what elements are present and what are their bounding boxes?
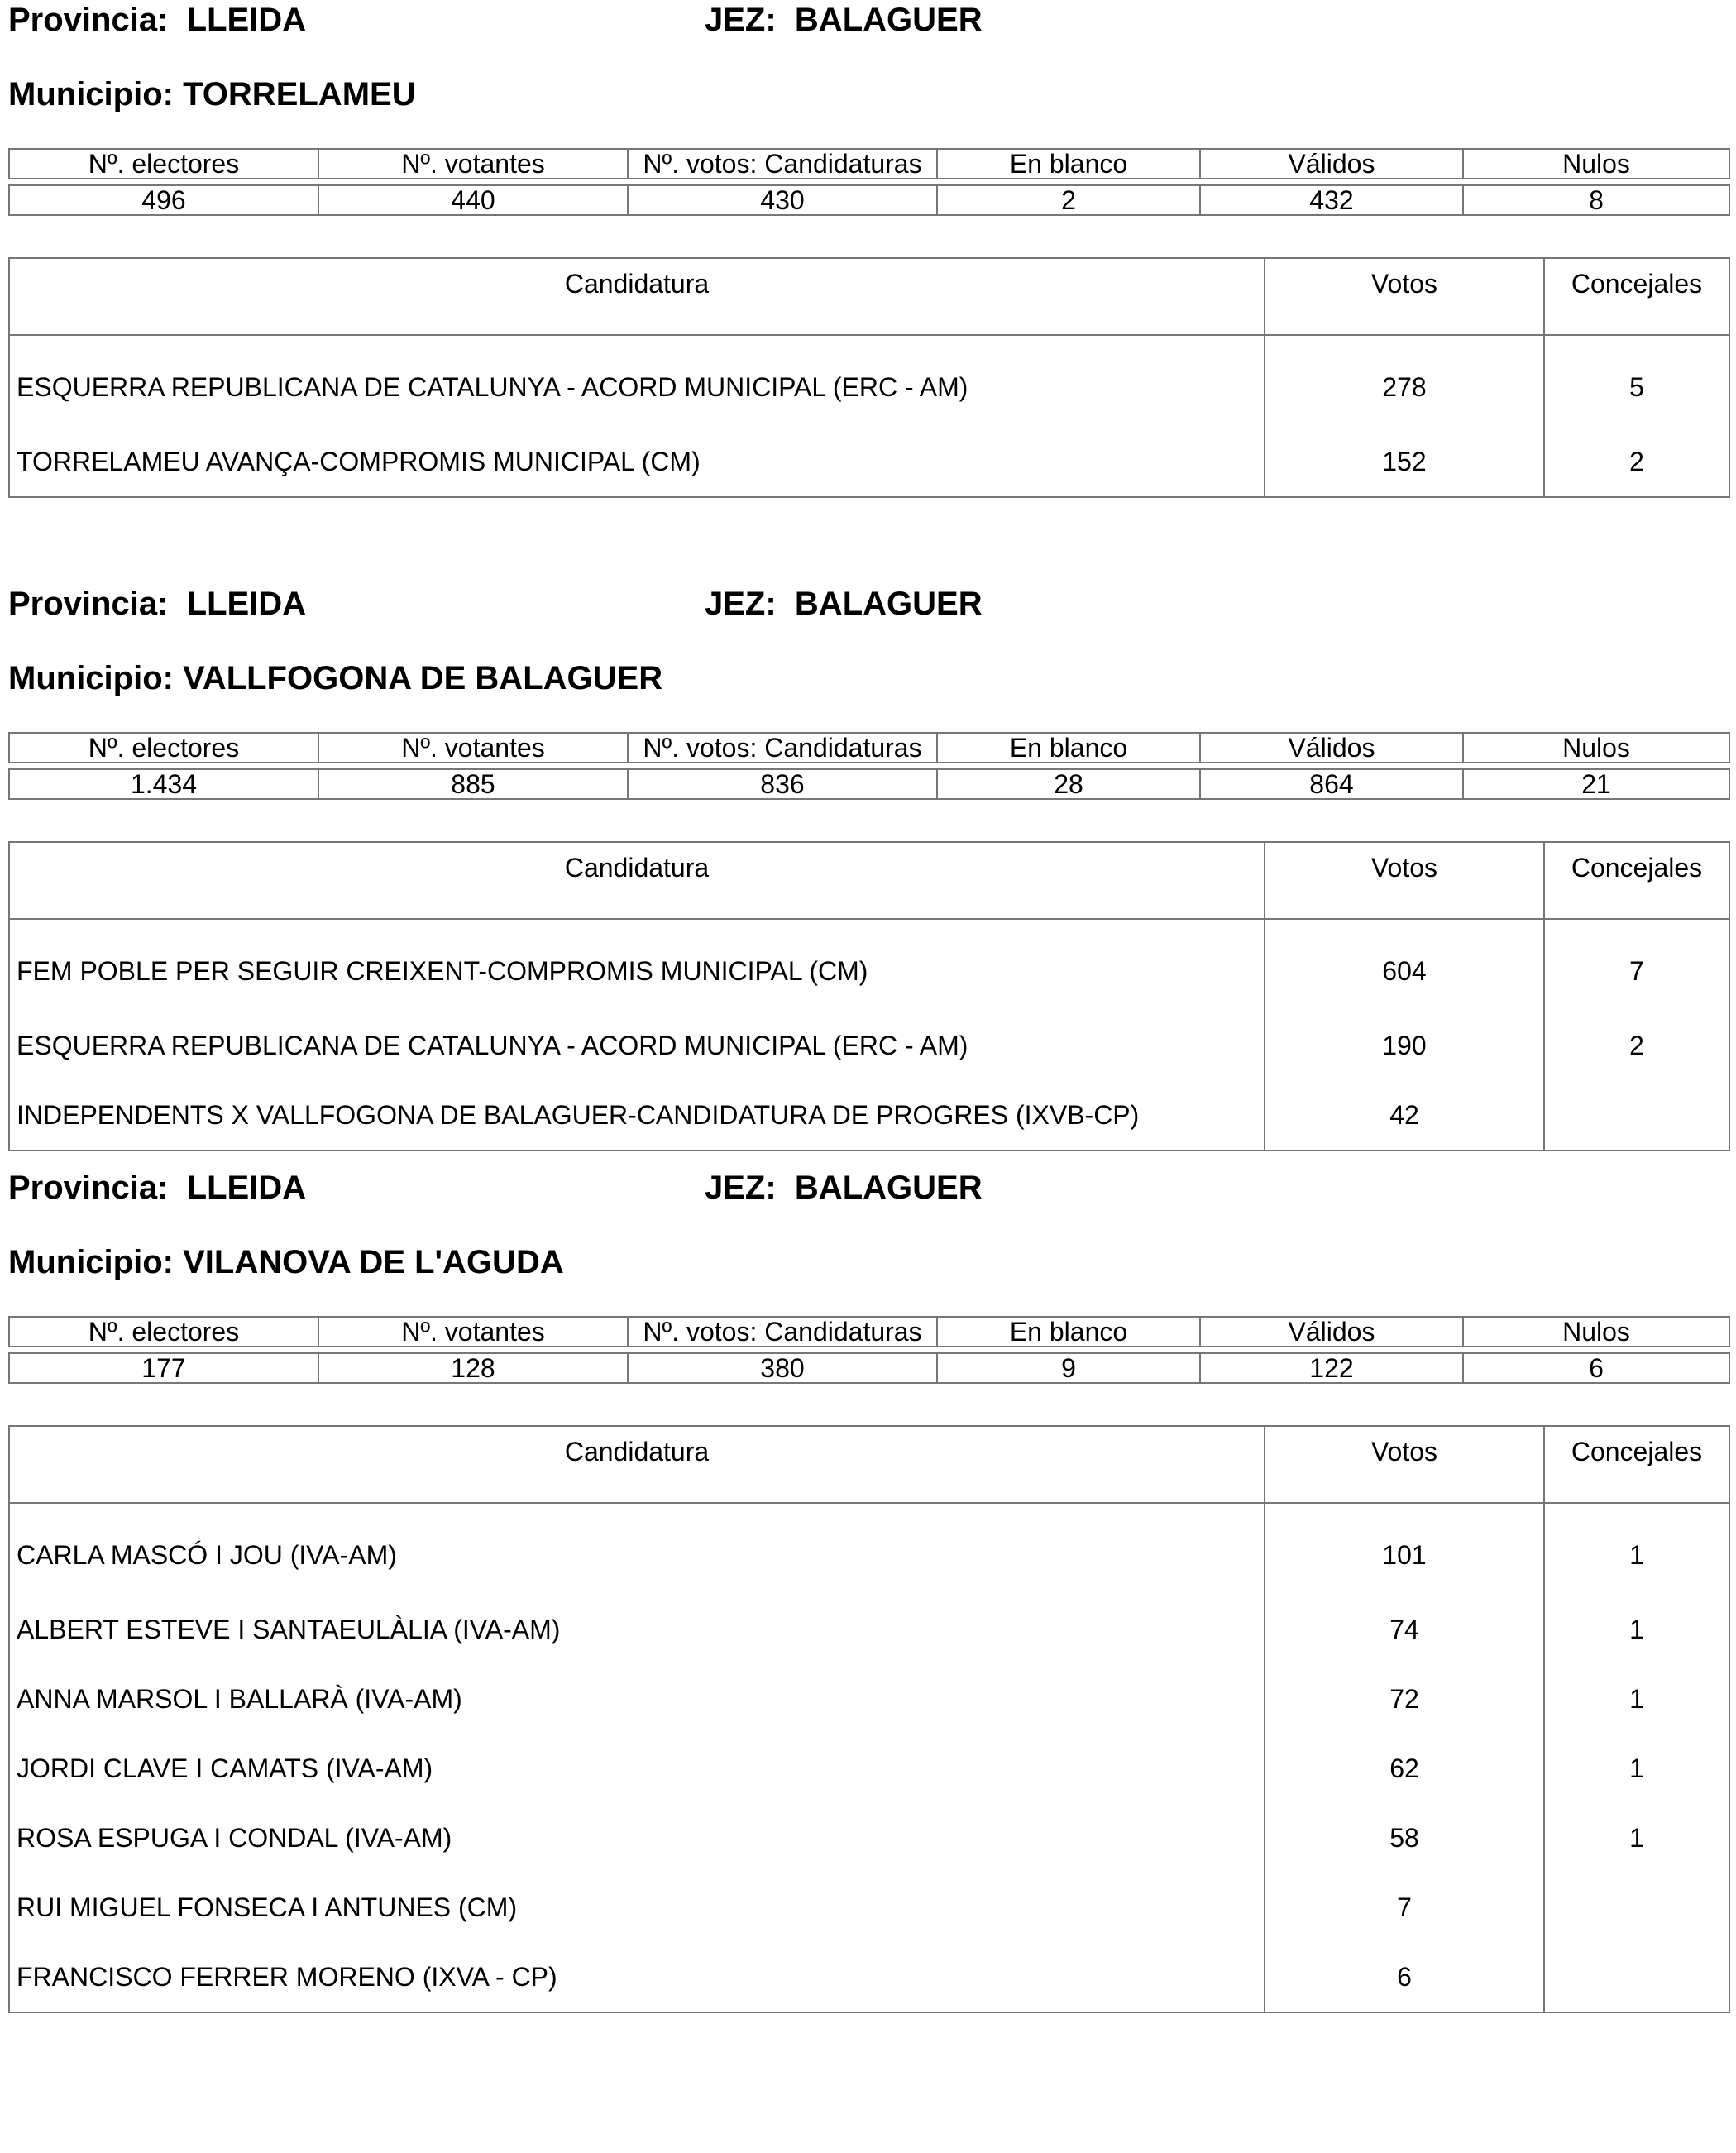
candidatura-name: TORRELAMEU AVANÇA-COMPROMIS MUNICIPAL (CM): [9, 427, 1265, 497]
summary-value-cell: 885: [318, 769, 628, 799]
summary-value-cell: 122: [1200, 1353, 1463, 1383]
votos-value: 42: [1265, 1080, 1544, 1151]
summary-table: [8, 732, 1730, 800]
candidatura-name: ESQUERRA REPUBLICANA DE CATALUNYA - ACORD MUNICIPAL (ERC - AM): [9, 335, 1265, 427]
results-table: [8, 1425, 1730, 2013]
table-row: [9, 427, 1729, 497]
summary-value-cell: 128: [318, 1353, 628, 1383]
summary-value-cell: 6: [1463, 1353, 1729, 1383]
results-header-row: [9, 258, 1729, 335]
votos-value: 6: [1265, 1942, 1544, 2012]
table-row: [9, 1503, 1729, 1595]
results-header-cell: Votos: [1265, 258, 1544, 335]
summary-value-cell: 496: [9, 185, 318, 215]
table-row: [9, 1664, 1729, 1734]
municipality-title: Municipio: TORRELAMEU: [8, 76, 416, 112]
summary-header-cell: Nº. votos: Candidaturas: [628, 733, 937, 763]
concejales-value: 2: [1629, 1030, 1644, 1060]
table-row: [9, 1803, 1729, 1873]
concejales-value: 1: [1629, 1822, 1644, 1853]
municipality-section: [8, 584, 1729, 1151]
votos-value: 152: [1265, 427, 1544, 497]
summary-header-cell: Nº. votos: Candidaturas: [628, 1317, 937, 1347]
results-table: [8, 257, 1730, 498]
summary-header-cell: Nº. votantes: [318, 1317, 628, 1347]
province-header: [8, 584, 1729, 625]
results-table: [8, 841, 1730, 1151]
table-row: [9, 919, 1729, 1011]
candidatura-name: ANNA MARSOL I BALLARÀ (IVA-AM): [9, 1664, 1265, 1734]
concejales-value: 1: [1629, 1614, 1644, 1644]
summary-header-cell: Válidos: [1200, 1317, 1463, 1347]
summary-value-cell: 8: [1463, 185, 1729, 215]
votos-value: 101: [1265, 1503, 1544, 1595]
municipality-title: Municipio: VILANOVA DE L'AGUDA: [8, 1244, 564, 1280]
summary-header-cell: En blanco: [937, 149, 1200, 179]
summary-table: [8, 148, 1730, 216]
table-row: [9, 1080, 1729, 1151]
concejales-value: 1: [1629, 1539, 1644, 1570]
summary-header-cell: Nº. electores: [9, 1317, 318, 1347]
summary-value-cell: 430: [628, 185, 937, 215]
concejales-value: 1: [1629, 1683, 1644, 1714]
summary-header-cell: En blanco: [937, 733, 1200, 763]
candidatura-name: ALBERT ESTEVE I SANTAEULÀLIA (IVA-AM): [9, 1595, 1265, 1664]
results-header-cell: Votos: [1265, 1426, 1544, 1503]
summary-header-cell: Nulos: [1463, 1317, 1729, 1347]
summary-value-row: [9, 185, 1729, 215]
table-row: [9, 1942, 1729, 2012]
votos-value: 72: [1265, 1664, 1544, 1734]
table-row: [9, 1011, 1729, 1080]
province-label: Provincia: LLEIDA: [8, 2, 307, 38]
summary-header-cell: Nº. electores: [9, 149, 318, 179]
concejales-value: 2: [1629, 446, 1644, 476]
results-header-cell: Concejales: [1544, 842, 1729, 919]
municipality-section: [8, 0, 1729, 498]
candidatura-name: ROSA ESPUGA I CONDAL (IVA-AM): [9, 1803, 1265, 1873]
summary-value-cell: 864: [1200, 769, 1463, 799]
table-row: [9, 1595, 1729, 1664]
summary-header-row: [9, 733, 1729, 763]
concejales-value: [1544, 1080, 1729, 1151]
results-header-row: [9, 842, 1729, 919]
concejales-value: 7: [1629, 955, 1644, 986]
candidatura-name: FRANCISCO FERRER MORENO (IXVA - CP): [9, 1942, 1265, 2012]
results-header-cell: Concejales: [1544, 258, 1729, 335]
candidatura-name: RUI MIGUEL FONSECA I ANTUNES (CM): [9, 1873, 1265, 1942]
summary-value-cell: 177: [9, 1353, 318, 1383]
summary-header-cell: Válidos: [1200, 149, 1463, 179]
summary-value-row: [9, 769, 1729, 799]
summary-value-cell: 380: [628, 1353, 937, 1383]
province-label: Provincia: LLEIDA: [8, 1170, 307, 1206]
summary-value-cell: 432: [1200, 185, 1463, 215]
summary-value-cell: 1.434: [9, 769, 318, 799]
concejales-value: [1544, 1873, 1729, 1942]
votos-value: 74: [1265, 1595, 1544, 1664]
summary-header-cell: Nulos: [1463, 149, 1729, 179]
concejales-value: 5: [1629, 371, 1644, 402]
summary-value-cell: 28: [937, 769, 1200, 799]
results-header-row: [9, 1426, 1729, 1503]
summary-header-cell: Nulos: [1463, 733, 1729, 763]
candidatura-name: CARLA MASCÓ I JOU (IVA-AM): [9, 1503, 1265, 1595]
votos-value: 604: [1265, 919, 1544, 1011]
votos-value: 58: [1265, 1803, 1544, 1873]
jez-label: JEZ: BALAGUER: [705, 586, 983, 622]
summary-header-cell: Válidos: [1200, 733, 1463, 763]
jez-label: JEZ: BALAGUER: [705, 1170, 983, 1206]
summary-value-cell: 21: [1463, 769, 1729, 799]
candidatura-name: ESQUERRA REPUBLICANA DE CATALUNYA - ACORD MUNICIPAL (ERC - AM): [9, 1011, 1265, 1080]
summary-value-cell: 836: [628, 769, 937, 799]
results-header-cell: Candidatura: [9, 258, 1265, 335]
results-header-cell: Candidatura: [9, 1426, 1265, 1503]
summary-header-cell: En blanco: [937, 1317, 1200, 1347]
summary-header-row: [9, 1317, 1729, 1347]
summary-header-cell: Nº. votos: Candidaturas: [628, 149, 937, 179]
results-header-cell: Concejales: [1544, 1426, 1729, 1503]
summary-value-cell: 440: [318, 185, 628, 215]
votos-value: 278: [1265, 335, 1544, 427]
summary-value-row: [9, 1353, 1729, 1383]
province-header: [8, 1168, 1729, 1209]
votos-value: 7: [1265, 1873, 1544, 1942]
table-row: [9, 1873, 1729, 1942]
table-row: [9, 335, 1729, 427]
candidatura-name: JORDI CLAVE I CAMATS (IVA-AM): [9, 1734, 1265, 1803]
table-row: [9, 1734, 1729, 1803]
summary-value-cell: 2: [937, 185, 1200, 215]
summary-header-row: [9, 149, 1729, 179]
summary-header-cell: Nº. votantes: [318, 149, 628, 179]
results-header-cell: Votos: [1265, 842, 1544, 919]
concejales-value: [1544, 1942, 1729, 2012]
summary-header-cell: Nº. votantes: [318, 733, 628, 763]
summary-header-cell: Nº. electores: [9, 733, 318, 763]
candidatura-name: FEM POBLE PER SEGUIR CREIXENT-COMPROMIS MUNICIPAL (CM): [9, 919, 1265, 1011]
votos-value: 190: [1265, 1011, 1544, 1080]
concejales-value: 1: [1629, 1753, 1644, 1783]
summary-table: [8, 1316, 1730, 1384]
votos-value: 62: [1265, 1734, 1544, 1803]
summary-value-cell: 9: [937, 1353, 1200, 1383]
results-header-cell: Candidatura: [9, 842, 1265, 919]
municipality-title: Municipio: VALLFOGONA DE BALAGUER: [8, 660, 663, 696]
jez-label: JEZ: BALAGUER: [705, 2, 983, 38]
province-label: Provincia: LLEIDA: [8, 586, 307, 622]
candidatura-name: INDEPENDENTS X VALLFOGONA DE BALAGUER-CANDIDATURA DE PROGRES (IXVB-CP): [9, 1080, 1265, 1151]
municipality-section: [8, 1168, 1729, 2013]
province-header: [8, 0, 1729, 41]
